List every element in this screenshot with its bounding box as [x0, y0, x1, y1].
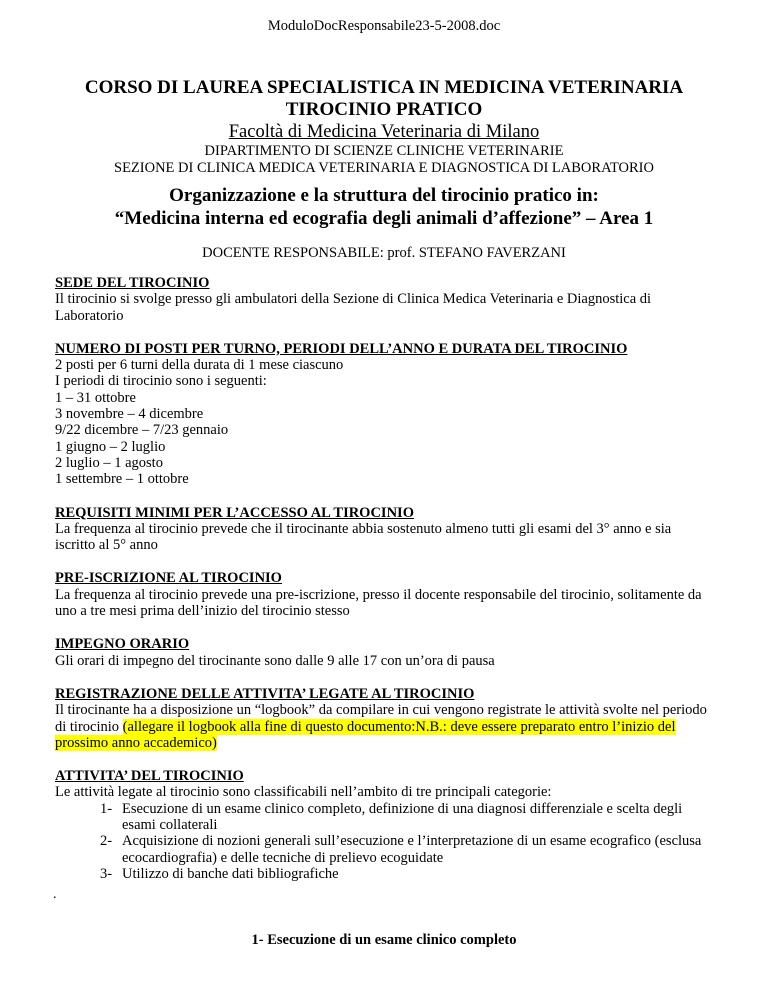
list-item-number: 3-: [100, 865, 113, 882]
section-title: REQUISITI MINIMI PER L’ACCESSO AL TIROCINIO: [55, 504, 414, 521]
section-title: PRE-ISCRIZIONE AL TIROCINIO: [55, 570, 282, 587]
section-text: La frequenza al tirocinio prevede che il tirocinante abbia sostenuto almeno tutti gli esami del 3° anno e sia iscritto al 5° anno: [55, 520, 672, 554]
list-item-text: Esecuzione di un esame clinico completo, definizione di una diagnosi differenziale e scelta degli esami collaterali: [122, 800, 683, 834]
section-text: [55, 702, 715, 751]
section-title: NUMERO DI POSTI PER TURNO, PERIODI DELL’ANNO E DURATA DEL TIROCINIO: [55, 340, 628, 357]
section-text: Gli orari di impegno del tirocinante sono dalle 9 alle 17 con un’ora di pausa: [55, 652, 495, 669]
period-item: 3 novembre – 4 dicembre: [55, 406, 204, 423]
subtitle-line-1: Organizzazione e la struttura del tirocinio pratico in:: [169, 185, 599, 206]
responsible-teacher: DOCENTE RESPONSABILE: prof. STEFANO FAVERZANI: [202, 245, 566, 261]
section-title: IMPEGNO ORARIO: [55, 636, 190, 653]
section-title: ATTIVITA’ DEL TIROCINIO: [55, 768, 244, 785]
list-item-text: Acquisizione di nozioni generali sull’esecuzione e l’interpretazione di un esame ecografico (esclusa ecocardiografia) e delle tecniche di prelievo ecoguidate: [122, 833, 702, 866]
list-item-number: 2-: [100, 833, 113, 850]
document-filename: ModuloDocResponsabile23-5-2008.doc: [267, 18, 501, 34]
section-text: La frequenza al tirocinio prevede una pre-iscrizione, presso il docente responsabile del tirocinio, solitamente da uno a tre mesi prima dell’inizio del tirocinio stesso: [55, 586, 702, 620]
list-item: [100, 866, 715, 882]
section-requisiti: [55, 505, 715, 554]
section-impegno: [55, 636, 715, 669]
period-item: 9/22 dicembre – 7/23 gennaio: [55, 422, 229, 439]
section-preiscrizione: [55, 570, 715, 619]
list-item: [100, 801, 715, 834]
section-line: 2 posti per 6 turni della durata di 1 mese ciascuno: [55, 357, 344, 374]
activities-list: [55, 801, 715, 882]
title-block: [0, 77, 768, 177]
section-title: SEDE DEL TIROCINIO: [55, 275, 210, 291]
section-line: I periodi di tirocinio sono i seguenti:: [55, 373, 267, 390]
section-text: Il tirocinio si svolge presso gli ambulatori della Sezione di Clinica Medica Veterinaria e Diagnostica di Laboratorio: [55, 291, 652, 324]
period-item: 1 – 31 ottobre: [55, 389, 136, 406]
course-title: CORSO DI LAUREA SPECIALISTICA IN MEDICINA VETERINARIA: [84, 77, 684, 98]
section-title: REGISTRAZIONE DELLE ATTIVITA’ LEGATE AL TIROCINIO: [55, 685, 475, 702]
subtitle-block: [0, 184, 768, 230]
section-attivita: [55, 768, 715, 882]
section-registrazione: [55, 686, 715, 751]
department-name: DIPARTIMENTO DI SCIENZE CLINICHE VETERINARIE: [204, 143, 564, 159]
document-body: [55, 275, 715, 899]
section-text-plain: Il tirocinante ha a disposizione un “logbook” da compilare in cui vengono registrate le attività svolte nel periodo di tirocinio: [55, 702, 707, 735]
section-intro: Le attività legate al tirocinio sono classificabili nell’ambito di tre principali categorie:: [55, 784, 552, 801]
period-item: 1 giugno – 2 luglio: [55, 438, 166, 455]
subtitle-line-2: “Medicina interna ed ecografia degli animali d’affezione” – Area 1: [114, 208, 654, 229]
section-posti: [55, 341, 715, 488]
faculty-name: Facoltà di Medicina Veterinaria di Milano: [228, 122, 540, 142]
highlighted-note: (allegare il logbook alla fine di questo documento:N.B.: deve essere preparato entro l’inizio del prossimo anno accademico): [55, 718, 676, 751]
list-item: [100, 833, 715, 866]
section-name: SEZIONE DI CLINICA MEDICA VETERINARIA E DIAGNOSTICA DI LABORATORIO: [114, 160, 654, 176]
period-item: 2 luglio – 1 agosto: [55, 454, 163, 471]
program-title: TIROCINIO PRATICO: [285, 99, 483, 120]
list-item-text: Utilizzo di banche dati bibliografiche: [122, 865, 339, 882]
list-item-number: 1-: [100, 800, 113, 817]
section-sede: [55, 275, 715, 324]
period-item: 1 settembre – 1 ottobre: [55, 471, 189, 488]
subsection-heading: 1- Esecuzione di un esame clinico completo: [251, 932, 517, 948]
stray-dot: .: [53, 887, 57, 902]
